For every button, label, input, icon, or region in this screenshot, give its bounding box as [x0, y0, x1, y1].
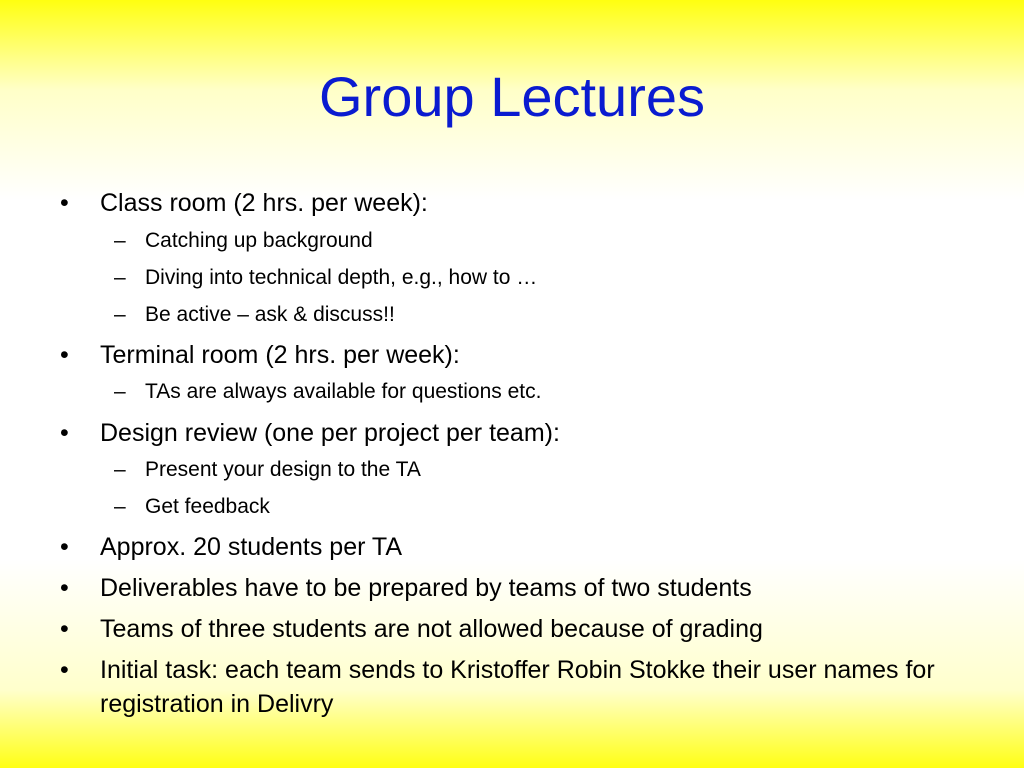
bullet-marker: •: [60, 656, 69, 684]
list-item-text: Teams of three students are not allowed because of grading: [100, 615, 763, 643]
bullet-marker: •: [60, 574, 69, 602]
sub-list-item-text: Diving into technical depth, e.g., how to …: [145, 266, 538, 289]
dash-marker: –: [114, 458, 126, 481]
sub-list-item: [114, 301, 395, 329]
list-item-text: Class room (2 hrs. per week):: [100, 189, 428, 217]
sub-list-item-text: Be active – ask & discuss!!: [145, 303, 395, 326]
list-item-text: Approx. 20 students per TA: [100, 533, 403, 561]
sub-list-item: [114, 264, 538, 292]
list-item-text: Deliverables have to be prepared by teams of two students: [100, 574, 752, 602]
sub-list-item: [114, 378, 542, 406]
sub-list-item-text: Catching up background: [145, 229, 373, 252]
dash-marker: –: [114, 266, 126, 289]
dash-marker: –: [114, 303, 126, 326]
bullet-marker: •: [60, 189, 69, 217]
list-item: [60, 186, 428, 220]
sub-list-item: [114, 227, 373, 255]
list-item: [60, 338, 460, 372]
list-item-text: Design review (one per project per team):: [100, 419, 560, 447]
dash-marker: –: [114, 495, 126, 518]
sub-list-item-text: Get feedback: [145, 495, 270, 518]
sub-list-item-text: Present your design to the TA: [145, 458, 421, 481]
list-item: [60, 653, 940, 721]
bullet-marker: •: [60, 533, 69, 561]
list-item: [60, 571, 752, 605]
dash-marker: –: [114, 229, 126, 252]
slide-title: Group Lectures: [319, 65, 705, 128]
list-item-text: Initial task: each team sends to Kristoffer Robin Stokke their user names for registration in Delivry: [100, 656, 935, 718]
list-item-text: Terminal room (2 hrs. per week):: [100, 341, 460, 369]
list-item: [60, 612, 763, 646]
list-item: [60, 416, 560, 450]
sub-list-item-text: TAs are always available for questions etc.: [145, 380, 542, 403]
bullet-marker: •: [60, 341, 69, 369]
bullet-marker: •: [60, 615, 69, 643]
sub-list-item: [114, 493, 270, 521]
bullet-marker: •: [60, 419, 69, 447]
list-item: [60, 530, 403, 564]
dash-marker: –: [114, 380, 126, 403]
sub-list-item: [114, 456, 421, 484]
